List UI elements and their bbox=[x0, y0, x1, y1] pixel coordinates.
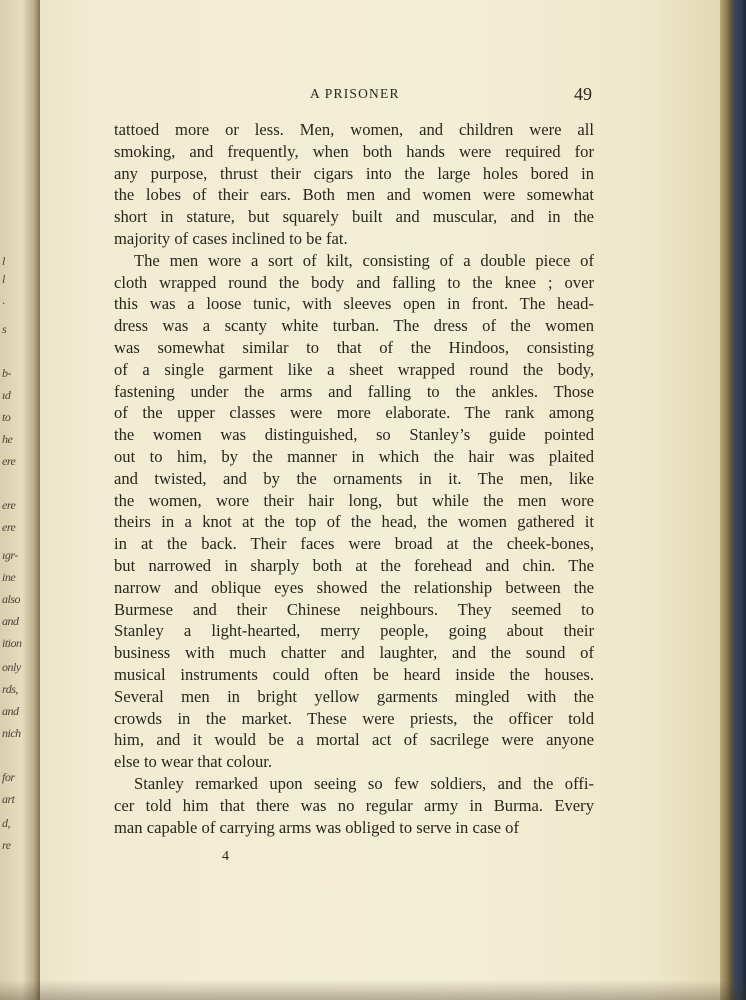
text-line: but narrowed in sharply both at the forehead and chin. The bbox=[114, 555, 594, 575]
margin-fragment: art bbox=[2, 792, 15, 806]
book-binding-edge bbox=[720, 0, 746, 1000]
margin-fragment: d, bbox=[2, 816, 10, 830]
margin-fragment: and bbox=[2, 614, 19, 628]
margin-fragment: · bbox=[2, 296, 5, 310]
margin-fragment: and bbox=[2, 704, 19, 718]
text-line: short in stature, but squarely built and muscular, and in the bbox=[114, 207, 594, 227]
text-line: tattoed more or less. Men, women, and children were all bbox=[114, 120, 594, 139]
text-line: was somewhat similar to that of the Hindoos, consisting bbox=[114, 337, 594, 357]
margin-fragment: to bbox=[2, 410, 11, 424]
text-line: The men wore a sort of kilt, consisting of a double piece of bbox=[134, 250, 594, 270]
margin-fragment: rds, bbox=[2, 682, 18, 696]
margin-fragment: also bbox=[2, 592, 21, 606]
margin-fragment: nich bbox=[2, 726, 21, 740]
text-line: Stanley a light-hearted, merry people, going about their bbox=[114, 621, 594, 641]
text-line: of a single garment like a sheet wrapped round the body, bbox=[114, 359, 594, 379]
text-line: Stanley remarked upon seeing so few soldiers, and the offi- bbox=[134, 773, 594, 793]
text-line: him, and it would be a mortal act of sacrilege were anyone bbox=[114, 730, 594, 750]
text-line: and twisted, and by the ornaments in it. The men, like bbox=[114, 468, 594, 488]
text-line: cer told him that there was no regular army in Burma. Every bbox=[114, 795, 594, 815]
page-number: 49 bbox=[574, 84, 592, 104]
margin-fragment: ere bbox=[2, 520, 16, 534]
running-header: A PRISONER bbox=[310, 86, 400, 101]
text-line: crowds in the market. These were priests, the officer told bbox=[114, 708, 594, 728]
page-bottom-shadow bbox=[0, 980, 746, 1000]
text-line: else to wear that colour. bbox=[114, 752, 273, 772]
margin-fragment: ition bbox=[2, 636, 22, 650]
text-line: the women was distinguished, so Stanley’s guide pointed bbox=[114, 425, 594, 445]
body-text bbox=[114, 119, 594, 838]
margin-fragment: re bbox=[2, 838, 11, 852]
text-line: of the upper classes were more elaborate. The rank among bbox=[114, 403, 594, 423]
margin-fragment: s bbox=[2, 322, 7, 336]
margin-fragment: ere bbox=[2, 498, 16, 512]
text-line: fastening under the arms and falling to the ankles. Those bbox=[114, 381, 594, 401]
text-line: in at the back. Their faces were broad at the cheek-bones, bbox=[114, 534, 594, 554]
text-line: any purpose, thrust their cigars into the large holes bored in bbox=[114, 163, 594, 183]
text-line: smoking, and frequently, when both hands were required for bbox=[114, 141, 594, 161]
text-line: the lobes of their ears. Both men and women were somewhat bbox=[114, 185, 594, 205]
text-line: narrow and oblique eyes showed the relationship between the bbox=[114, 577, 594, 597]
margin-fragment: he bbox=[2, 432, 13, 446]
text-line: out to him, by the manner in which the hair was plaited bbox=[114, 446, 594, 466]
margin-fragment: l bbox=[2, 254, 5, 268]
text-line: majority of cases inclined to be fat. bbox=[114, 228, 348, 248]
margin-fragment: for bbox=[2, 770, 15, 784]
text-line: cloth wrapped round the body and falling to the knee ; over bbox=[114, 272, 594, 292]
text-line: business with much chatter and laughter, and the sound of bbox=[114, 643, 594, 663]
text-line: the women, wore their hair long, but while the men wore bbox=[114, 490, 594, 510]
text-line: Burmese and their Chinese neighbours. They seemed to bbox=[114, 599, 594, 619]
margin-fragment: only bbox=[2, 660, 21, 674]
text-line: musical instruments could often be heard inside the houses. bbox=[114, 664, 594, 684]
text-line: Several men in bright yellow garments mingled with the bbox=[114, 686, 594, 706]
margin-fragment: ere bbox=[2, 454, 16, 468]
margin-fragment: ine bbox=[2, 570, 16, 584]
signature-mark: 4 bbox=[222, 849, 229, 864]
text-line: man capable of carrying arms was obliged to serve in case of bbox=[114, 817, 520, 837]
text-line: theirs in a knot at the top of the head, the women gathered it bbox=[114, 512, 594, 532]
margin-fragment: ıd bbox=[2, 388, 11, 402]
margin-fragment: b- bbox=[2, 366, 11, 380]
text-line: dress was a scanty white turban. The dress of the women bbox=[114, 316, 594, 336]
text-line: this was a loose tunic, with sleeves open in front. The head- bbox=[114, 294, 594, 314]
margin-fragment: l bbox=[2, 272, 5, 286]
margin-fragment: ıgr- bbox=[2, 548, 18, 562]
